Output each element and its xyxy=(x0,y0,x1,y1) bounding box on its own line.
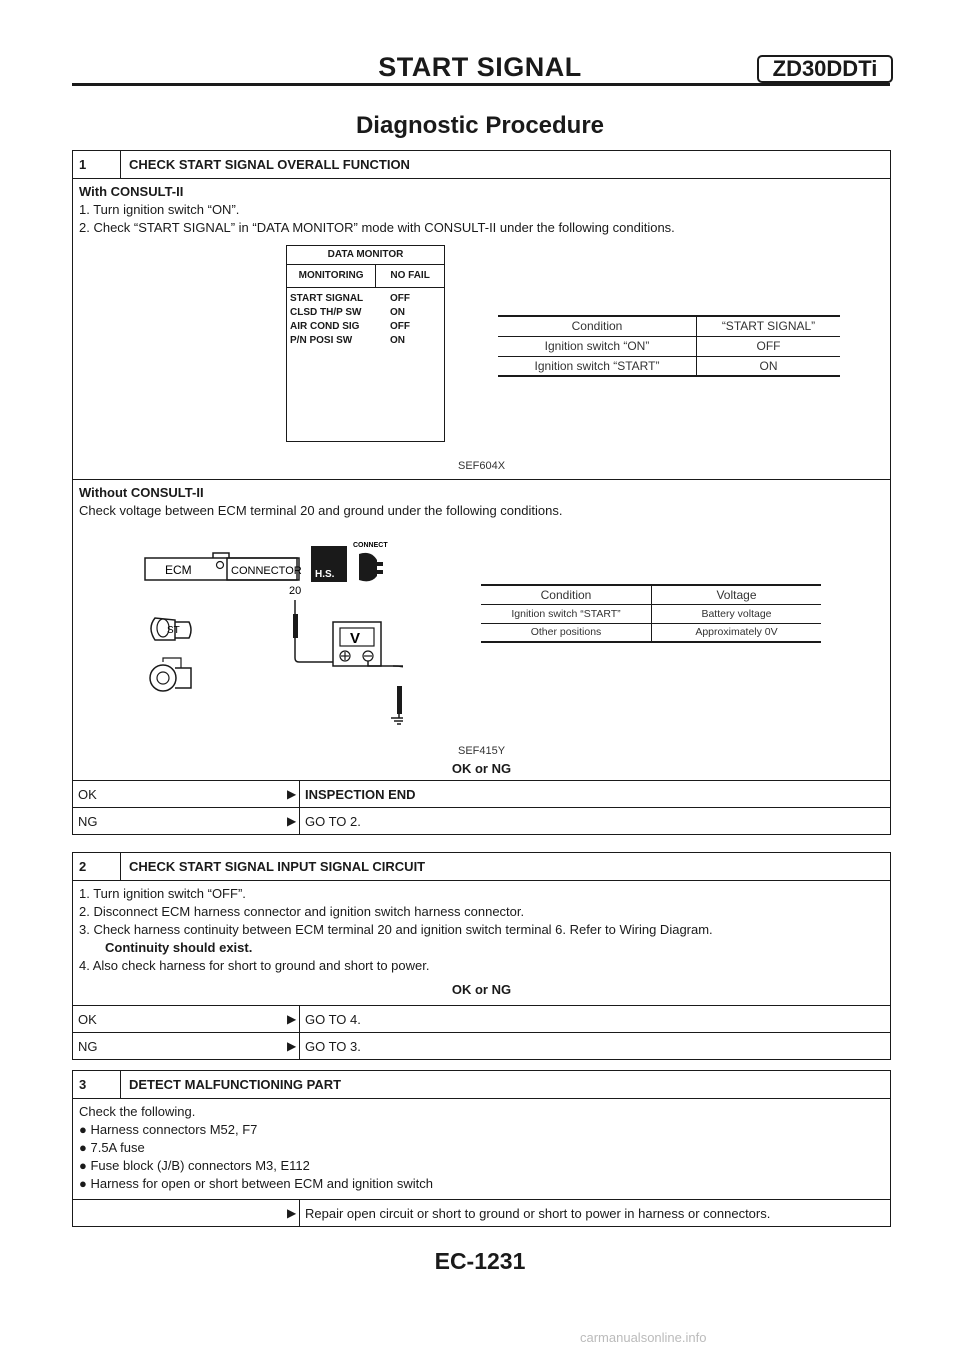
bullet-icon: ● xyxy=(79,1140,87,1155)
step-1-without-consult xyxy=(73,480,890,781)
step-2-line: 4. Also check harness for short to ground and short to power. xyxy=(79,958,430,973)
terminal-20-label: 20 xyxy=(289,585,302,597)
bullet-icon: ● xyxy=(79,1158,87,1173)
step-2-line: 1. Turn ignition switch “OFF”. xyxy=(79,886,246,901)
list-item: ● Harness connectors M52, F7 xyxy=(79,1122,258,1137)
hs-label: H.S. xyxy=(315,569,335,580)
consult-table-cell: Ignition switch “START” xyxy=(498,356,697,376)
voltmeter-label: V xyxy=(350,630,361,647)
result-label: NG xyxy=(78,1038,98,1054)
data-monitor-monitoring: MONITORING xyxy=(287,265,376,287)
list-item: ● 7.5A fuse xyxy=(79,1140,145,1155)
page-code: EC-1231 xyxy=(434,1248,526,1274)
step-2-body xyxy=(73,881,890,1006)
voltage-table-header-condition: Condition xyxy=(481,585,652,604)
result-action: GO TO 3. xyxy=(299,1033,890,1059)
list-item: ● Harness for open or short between ECM and ignition switch xyxy=(79,1176,433,1191)
step-2-number: 2 xyxy=(73,853,121,880)
step-1-number: 1 xyxy=(73,151,121,178)
result-label: NG xyxy=(78,813,98,829)
voltage-table-header-voltage: Voltage xyxy=(652,585,822,604)
connect-label: CONNECT xyxy=(353,542,388,549)
arrow-right-icon: ▶ xyxy=(287,1012,297,1026)
watermark: carmanualsonline.info xyxy=(580,1330,707,1345)
bullet-icon: ● xyxy=(79,1176,87,1191)
consult-table-header-signal: “START SIGNAL” xyxy=(697,316,841,336)
data-monitor-status-bar xyxy=(287,265,444,288)
voltage-check-diagram xyxy=(143,540,403,725)
result-action: INSPECTION END xyxy=(299,781,890,807)
step-3-body xyxy=(73,1099,890,1200)
step-2-emphasis: Continuity should exist. xyxy=(105,940,253,955)
key-st-label: ST xyxy=(167,625,180,636)
without-consult-line: Check voltage between ECM terminal 20 and ground under the following conditions. xyxy=(79,503,563,518)
data-monitor-item: P/N POSI SW ON xyxy=(290,335,405,346)
step-2-result-ok xyxy=(73,1006,890,1033)
figure-code-sef415y: SEF415Y xyxy=(458,745,506,757)
step-1-header xyxy=(73,151,890,179)
bullet-icon: ● xyxy=(79,1122,87,1137)
consult-table-header-condition: Condition xyxy=(498,316,697,336)
step-1-ok-ng: OK or NG xyxy=(451,761,512,776)
consult-table-cell: ON xyxy=(697,356,841,376)
result-label: OK xyxy=(78,786,97,802)
with-consult-line-1: 1. Turn ignition switch “ON”. xyxy=(79,202,240,217)
step-2-line: 2. Disconnect ECM harness connector and ignition switch harness connector. xyxy=(79,904,525,919)
arrow-right-icon: ▶ xyxy=(287,787,297,801)
voltage-table-cell: Battery voltage xyxy=(652,604,822,623)
page-title: Diagnostic Procedure xyxy=(355,112,605,139)
step-3-number: 3 xyxy=(73,1071,121,1098)
data-monitor-screen xyxy=(286,245,445,442)
with-consult-heading: With CONSULT-II xyxy=(79,184,184,199)
voltage-table-cell: Approximately 0V xyxy=(652,623,822,642)
step-3-title: DETECT MALFUNCTIONING PART xyxy=(129,1077,342,1092)
data-monitor-title: DATA MONITOR xyxy=(287,246,444,265)
step-2-ok-ng: OK or NG xyxy=(451,982,512,997)
voltage-table-cell: Other positions xyxy=(481,623,652,642)
step-3-table xyxy=(72,1070,891,1227)
result-action: GO TO 4. xyxy=(299,1006,890,1032)
data-monitor-item: AIR COND SIG OFF xyxy=(290,321,410,332)
arrow-right-icon: ▶ xyxy=(287,814,297,828)
figure-code-sef604x: SEF604X xyxy=(458,460,506,472)
data-monitor-item: CLSD TH/P SW ON xyxy=(290,307,405,318)
result-action: Repair open circuit or short to ground or short to power in harness or connectors. xyxy=(299,1200,890,1226)
step-1-result-ng xyxy=(73,808,890,834)
ecm-label: ECM xyxy=(165,563,192,577)
consult-condition-table xyxy=(498,315,840,377)
probe-positive xyxy=(293,614,298,638)
engine-code-badge: ZD30DDTi xyxy=(757,55,893,83)
data-monitor-status: NO FAIL xyxy=(390,270,430,281)
step-1-with-consult xyxy=(73,179,890,480)
header-rule xyxy=(72,83,890,86)
with-consult-line-2: 2. Check “START SIGNAL” in “DATA MONITOR” mode with CONSULT-II under the following conditions. xyxy=(79,220,675,235)
step-1-result-ok xyxy=(73,781,890,808)
connector-label: CONNECTOR xyxy=(231,565,302,577)
step-1-table xyxy=(72,150,891,835)
step-2-result-ng xyxy=(73,1033,890,1059)
consult-table-cell: OFF xyxy=(697,336,841,356)
voltage-table-cell: Ignition switch “START” xyxy=(481,604,652,623)
without-consult-heading: Without CONSULT-II xyxy=(79,485,204,500)
step-1-title: CHECK START SIGNAL OVERALL FUNCTION xyxy=(129,157,410,172)
arrow-right-icon: ▶ xyxy=(287,1206,297,1220)
arrow-right-icon: ▶ xyxy=(287,1039,297,1053)
list-item: ● Fuse block (J/B) connectors M3, E112 xyxy=(79,1158,310,1173)
step-2-table xyxy=(72,852,891,1060)
step-2-line: 3. Check harness continuity between ECM terminal 20 and ignition switch terminal 6. Refer to Wiring Diagram. xyxy=(79,922,713,937)
step-2-header xyxy=(73,853,890,881)
step-2-title: CHECK START SIGNAL INPUT SIGNAL CIRCUIT xyxy=(129,859,426,874)
step-3-result xyxy=(73,1200,890,1226)
result-label: OK xyxy=(78,1011,97,1027)
result-action: GO TO 2. xyxy=(299,808,890,834)
section-title: START SIGNAL xyxy=(378,52,582,82)
connector-plug-icon xyxy=(359,553,377,581)
data-monitor-item: START SIGNAL OFF xyxy=(290,293,410,304)
step-3-header xyxy=(73,1071,890,1099)
ignition-switch-icon xyxy=(150,665,176,691)
step-3-intro: Check the following. xyxy=(79,1104,196,1119)
voltage-condition-table xyxy=(481,584,821,643)
consult-table-cell: Ignition switch “ON” xyxy=(498,336,697,356)
